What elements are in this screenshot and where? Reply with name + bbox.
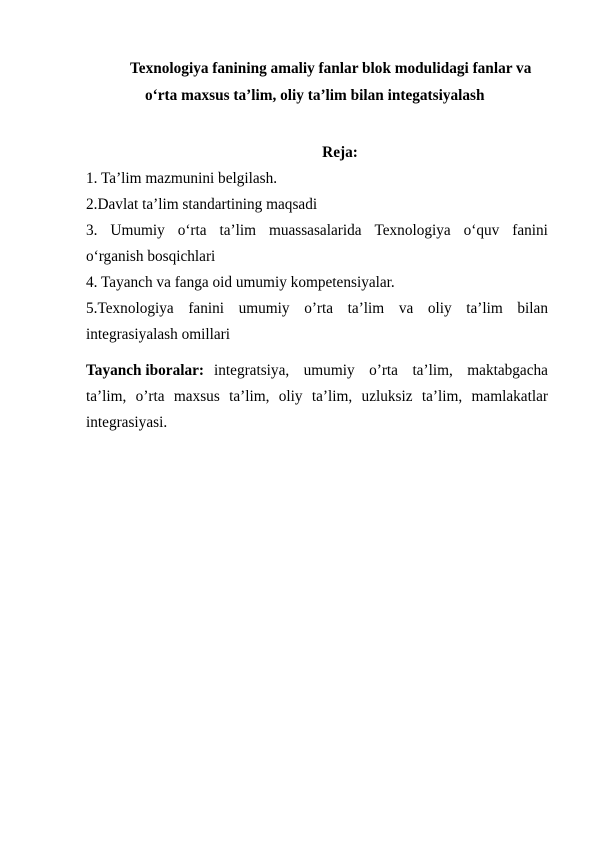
plan-item-5-line-2: integrasiyalash omillari [86,326,231,343]
keywords-line-2: ta’lim, o’rta maxsus ta’lim, oliy ta’lim, uzluksiz ta’lim, mamlakatlar [86,388,548,405]
plan-item-4: 4. Tayanch va fanga oid umumiy kompetensiyalar. [86,274,395,291]
keywords-line-1 [86,362,548,380]
document-title-line-2: o‘rta maxsus ta’lim, oliy ta’lim bilan integatsiyalash [145,87,485,104]
keywords-line-3: integrasiyasi. [86,414,168,431]
plan-heading: Reja: [322,144,358,161]
plan-item-3-line-1: 3. Umumiy o‘rta ta’lim muassasalarida Texnologiya o‘quv fanini [86,222,548,239]
document-title-line-1: Texnologiya fanining amaliy fanlar blok modulidagi fanlar va [130,60,532,77]
keywords-line-1-text: integratsiya, umumiy o’rta ta’lim, maktabgacha [214,362,548,379]
plan-item-1: 1. Ta’lim mazmunini belgilash. [86,170,278,187]
plan-item-5-line-1: 5.Texnologiya fanini umumiy o’rta ta’lim va oliy ta’lim bilan [86,300,548,317]
keywords-label: Tayanch iboralar: [86,362,204,379]
plan-item-3-line-2: o‘rganish bosqichlari [86,248,216,265]
plan-item-2: 2.Davlat ta’lim standartining maqsadi [86,196,318,213]
